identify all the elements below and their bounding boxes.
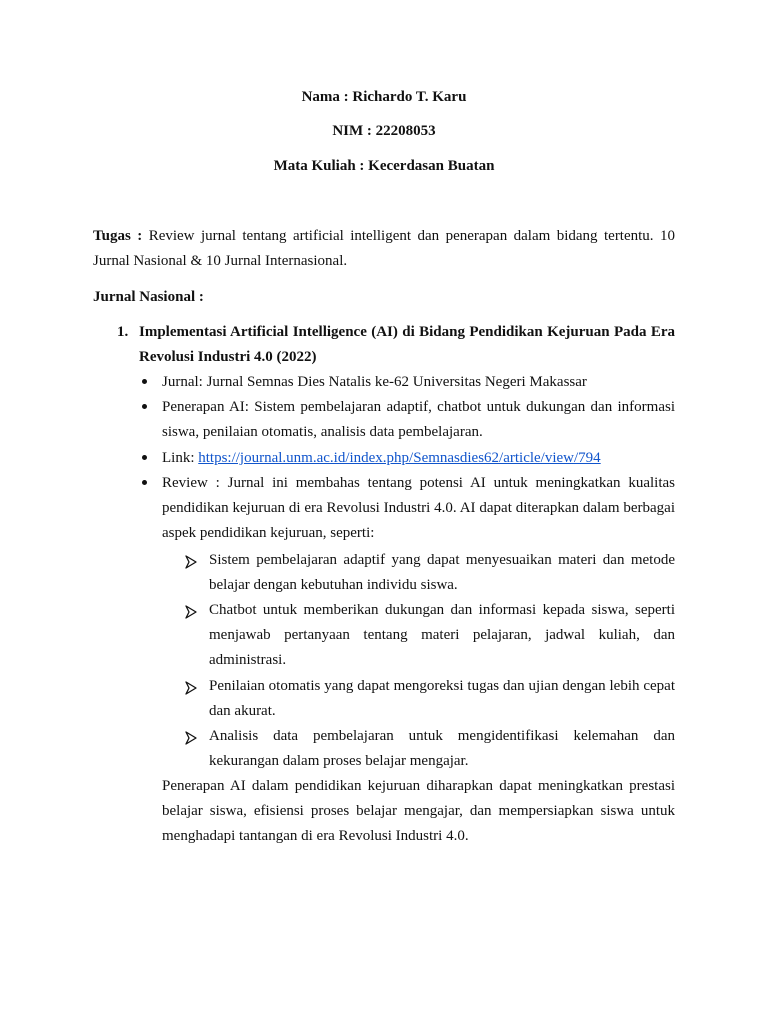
sub-point: Penilaian otomatis yang dapat mengoreksi tugas dan ujian dengan lebih cepat dan akurat. (209, 678, 675, 719)
student-nim: NIM : 22208053 (332, 123, 436, 139)
student-name: Nama : Richardo T. Karu (301, 89, 467, 105)
arrow-bullet-icon (185, 555, 197, 569)
course-name: Mata Kuliah : Kecerdasan Buatan (273, 158, 495, 174)
review-text: Review : Jurnal ini membahas tentang potensi AI untuk meningkatkan kualitas pendidikan kejuruan di era Revolusi Industri 4.0. AI dapat diterapkan dalam berbagai aspek pendidikan kejuruan, seperti: (162, 475, 675, 541)
task-description (93, 224, 675, 274)
item-number: 1. (117, 324, 129, 340)
sub-point: Analisis data pembelajaran untuk mengidentifikasi kelemahan dan kekurangan dalam proses belajar mengajar. (209, 728, 675, 769)
journal-link-line (162, 446, 675, 471)
sub-point: Chatbot untuk memberikan dukungan dan informasi kepada siswa, seperti menjawab pertanyaan tentang materi pelajaran, jadwal kuliah, dan administrasi. (209, 602, 675, 668)
task-text: Review jurnal tentang artificial intelligent dan penerapan dalam bidang tertentu. 10 Jurnal Nasional & 10 Jurnal Internasional. (93, 228, 675, 269)
bullet-icon (142, 404, 150, 412)
bullet-icon (142, 480, 150, 488)
bullet-icon (142, 379, 150, 387)
arrow-bullet-icon (185, 681, 197, 695)
journal-name: Jurnal: Jurnal Semnas Dies Natalis ke-62 Universitas Negeri Makassar (162, 374, 587, 390)
journal-link[interactable]: https://journal.unm.ac.id/index.php/Semnasdies62/article/view/794 (198, 450, 601, 466)
item-title: Implementasi Artificial Intelligence (AI) di Bidang Pendidikan Kejuruan Pada Era Revolusi Industri 4.0 (2022) (139, 324, 675, 365)
link-label: Link: (162, 450, 199, 466)
bullet-icon (142, 455, 150, 463)
section-heading-national: Jurnal Nasional : (93, 289, 204, 305)
sub-point: Sistem pembelajaran adaptif yang dapat menyesuaikan materi dan metode belajar dengan kebutuhan individu siswa. (209, 552, 675, 593)
arrow-bullet-icon (185, 605, 197, 619)
ai-application: Penerapan AI: Sistem pembelajaran adaptif, chatbot untuk dukungan dan informasi siswa, penilaian otomatis, analisis data pembelajaran. (162, 399, 675, 440)
arrow-bullet-icon (185, 731, 197, 745)
closing-paragraph: Penerapan AI dalam pendidikan kejuruan diharapkan dapat meningkatkan prestasi belajar siswa, efisiensi proses belajar mengajar, dan mempersiapkan siswa untuk menghadapi tantangan di era Revolusi Industri 4.0. (162, 778, 675, 844)
task-label: Tugas : (93, 228, 143, 244)
